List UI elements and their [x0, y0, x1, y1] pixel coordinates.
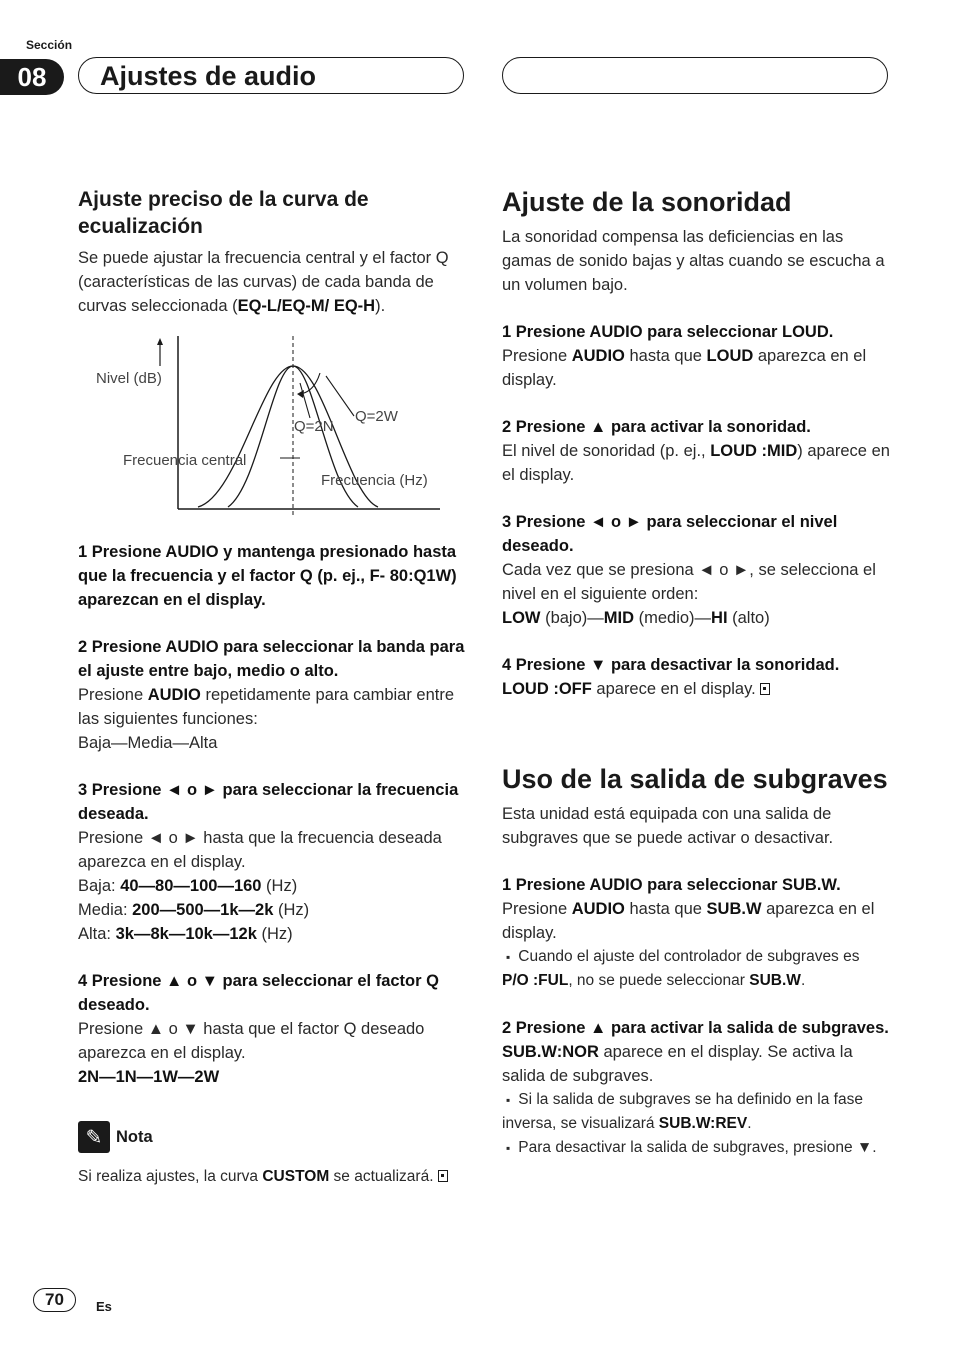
- language-code: Es: [96, 1299, 112, 1314]
- empty-title-frame: [502, 57, 888, 94]
- alta-values: Alta: 3k—8k—10k—12k (Hz): [78, 925, 293, 943]
- eq-curve-diagram: [78, 336, 466, 516]
- eq-step-3: 3 Presione ◄ o ► para seleccionar la frecuencia deseada.: [78, 781, 459, 823]
- section-number: 08: [0, 59, 64, 95]
- right-column: [502, 186, 890, 1160]
- loud-step-2-text: El nivel de sonoridad (p. ej., LOUD :MID) aparece en el display.: [502, 442, 890, 484]
- loud-step-1-text: Presione AUDIO hasta que LOUD aparezca en el display.: [502, 347, 867, 389]
- loud-step-1: 1 Presione AUDIO para seleccionar LOUD.: [502, 323, 834, 341]
- y-axis-label: Nivel (dB): [96, 370, 162, 387]
- baja-values: Baja: 40—80—100—160 (Hz): [78, 877, 298, 895]
- eq-curve-svg: [78, 336, 466, 516]
- eq-step-4-text: Presione ▲ o ▼ hasta que el factor Q deseado aparezca en el display.: [78, 1020, 425, 1062]
- end-mark-icon: [438, 1170, 448, 1182]
- center-frequency-label: Frecuencia central: [123, 452, 247, 469]
- sub-bullet-3: ▪ Para desactivar la salida de subgraves, presione ▼.: [502, 1136, 890, 1160]
- eq-intro: Se puede ajustar la frecuencia central y el factor Q (características de las curvas) de cada banda de curvas seleccionada (EQ-L/EQ-M/ EQ-H).: [78, 249, 449, 315]
- loud-levels: LOW (bajo)—MID (medio)—HI (alto): [502, 609, 770, 627]
- section-label: Sección: [26, 38, 73, 52]
- sub-step-1-text: Presione AUDIO hasta que SUB.W aparezca en el display.: [502, 900, 875, 942]
- subwoofer-intro: Esta unidad está equipada con una salida de subgraves que se puede activar o desactivar.: [502, 805, 834, 847]
- eq-heading: Ajuste preciso de la curva de ecualización: [78, 188, 369, 238]
- end-mark-icon: [760, 683, 770, 695]
- loud-step-3-text: Cada vez que se presiona ◄ o ►, se selecciona el nivel en el siguiente orden:: [502, 561, 876, 603]
- eq-step-2-text: Presione AUDIO repetidamente para cambiar entre las siguientes funciones:: [78, 686, 455, 728]
- x-axis-label: Frecuencia (Hz): [321, 472, 428, 489]
- loud-step-4-text: LOUD :OFF aparece en el display.: [502, 677, 890, 701]
- q-wide-leader: [326, 376, 354, 416]
- eq-step-1: 1 Presione AUDIO y mantenga presionado hasta que la frecuencia y el factor Q (p. ej., F- 80:Q1W) aparezcan en el display.: [78, 543, 457, 609]
- q-wide-label: Q=2W: [355, 408, 398, 425]
- eq-step-3-text: Presione ◄ o ► hasta que la frecuencia deseada aparezca en el display.: [78, 829, 442, 871]
- note-label: Nota: [116, 1127, 153, 1146]
- loudness-heading: Ajuste de la sonoridad: [502, 187, 792, 217]
- subwoofer-heading: Uso de la salida de subgraves: [502, 764, 888, 794]
- sub-step-1: 1 Presione AUDIO para seleccionar SUB.W.: [502, 876, 841, 894]
- page-title: Ajustes de audio: [100, 61, 317, 91]
- sub-step-2: 2 Presione ▲ para activar la salida de subgraves.: [502, 1019, 889, 1037]
- sub-bullet-1: ▪ Cuando el ajuste del controlador de subgraves es P/O :FUL, no se puede seleccionar SUB.W.: [502, 945, 890, 993]
- media-values: Media: 200—500—1k—2k (Hz): [78, 901, 310, 919]
- eq-step-2-functions: Baja—Media—Alta: [78, 734, 218, 752]
- note-header: [78, 1121, 466, 1153]
- eq-step-4: 4 Presione ▲ o ▼ para seleccionar el factor Q deseado.: [78, 972, 439, 1014]
- loud-step-3: 3 Presione ◄ o ► para seleccionar el nivel deseado.: [502, 513, 838, 555]
- loud-step-2: 2 Presione ▲ para activar la sonoridad.: [502, 418, 811, 436]
- q-factor-values: 2N—1N—1W—2W: [78, 1068, 220, 1086]
- left-column: [78, 186, 466, 1189]
- eq-step-2: 2 Presione AUDIO para seleccionar la banda para el ajuste entre bajo, medio o alto.: [78, 638, 465, 680]
- loudness-intro: La sonoridad compensa las deficiencias en las gamas de sonido bajas y altas cuando se escucha a un volumen bajo.: [502, 228, 885, 294]
- loud-step-4: 4 Presione ▼ para desactivar la sonoridad.: [502, 656, 840, 674]
- sub-step-2-text: SUB.W:NOR aparece en el display. Se activa la salida de subgraves.: [502, 1043, 853, 1085]
- page-number: 70: [33, 1288, 76, 1312]
- note-pencil-icon: ✎: [78, 1121, 110, 1153]
- q-narrow-label: Q=2N: [294, 418, 334, 435]
- sub-bullet-2: ▪ Si la salida de subgraves se ha definido en la fase inversa, se visualizará SUB.W:REV.: [502, 1088, 890, 1136]
- note-body: Si realiza ajustes, la curva CUSTOM se actualizará.: [78, 1165, 466, 1189]
